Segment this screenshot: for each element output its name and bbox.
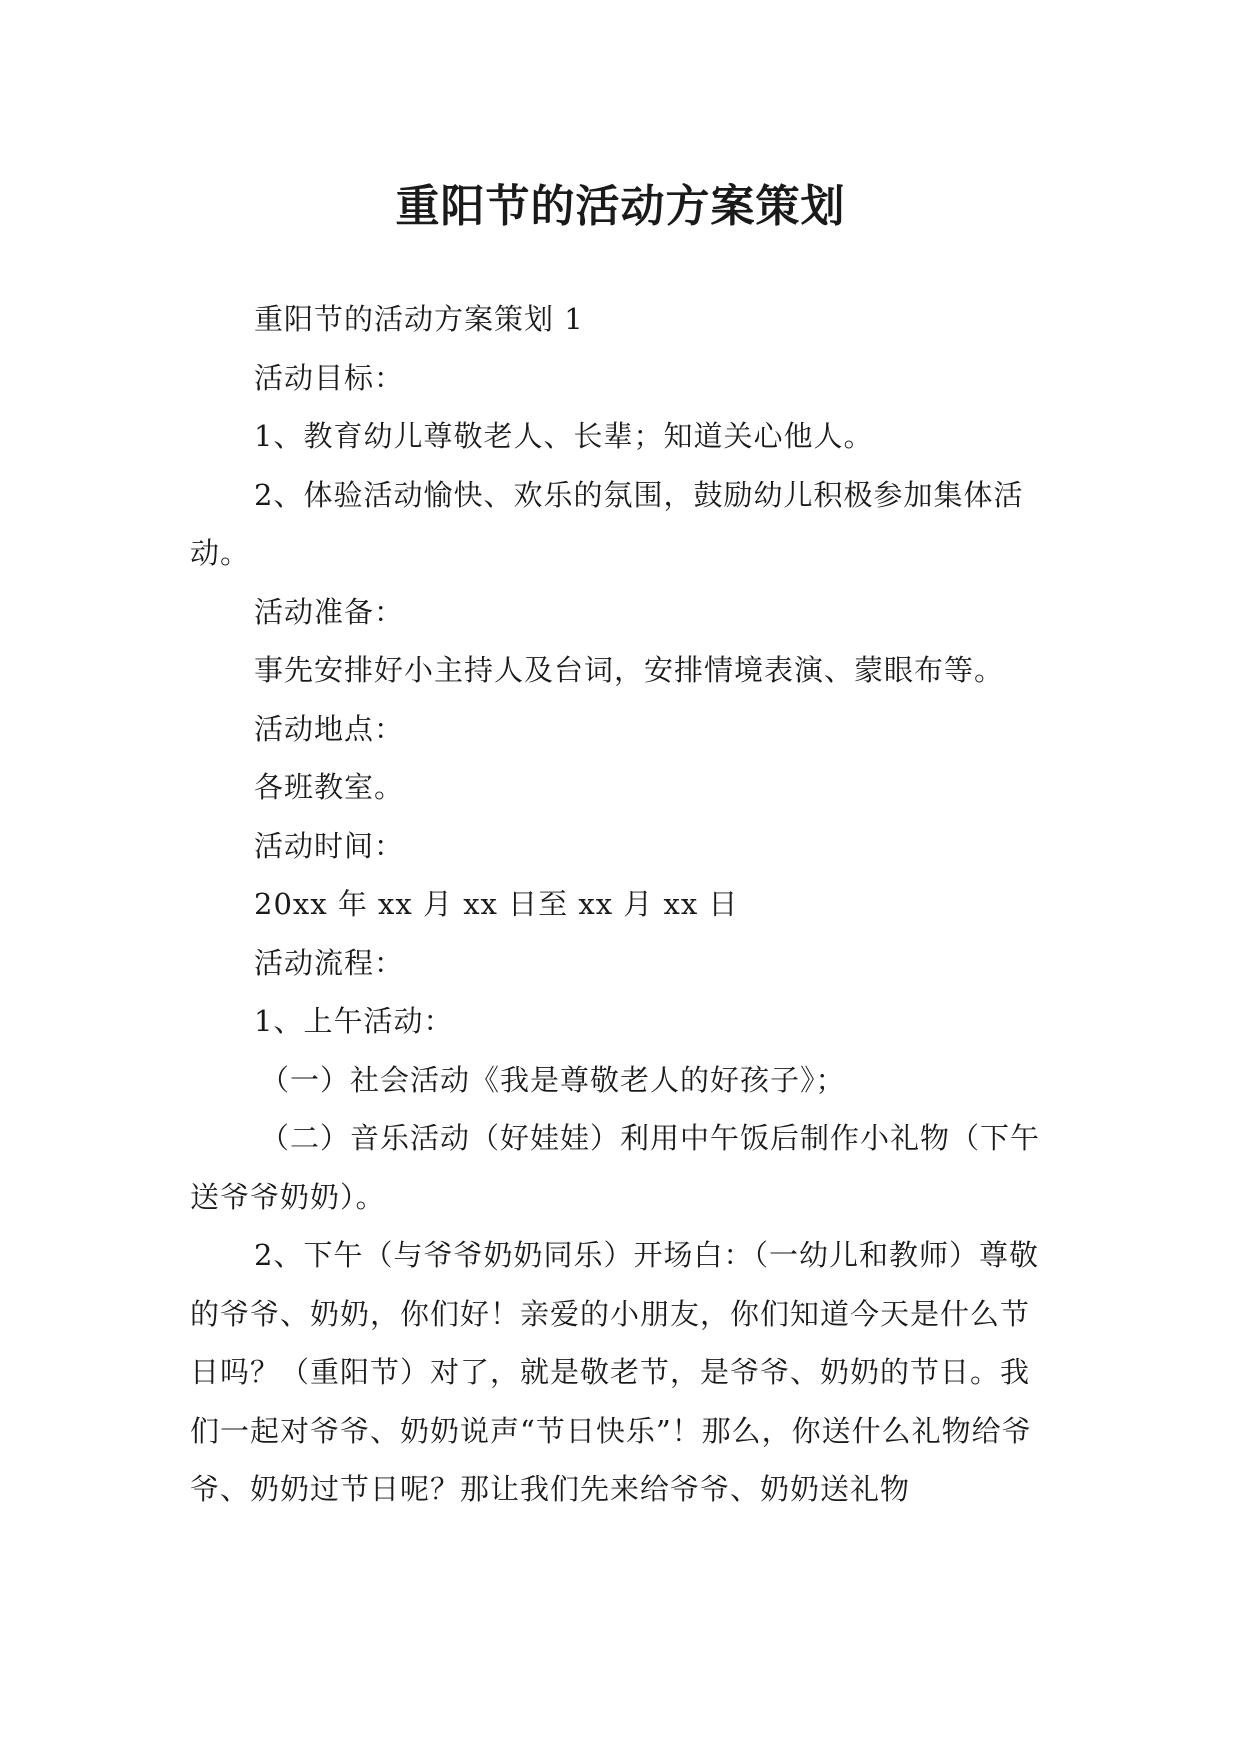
paragraph-morning-2: （二）音乐活动（好娃娃）利用中午饭后制作小礼物（下午送爷爷奶奶）。 bbox=[190, 1121, 1041, 1214]
paragraph-process-label: 活动流程： bbox=[254, 945, 405, 980]
paragraph-location-label: 活动地点： bbox=[254, 711, 405, 746]
paragraph-afternoon: 2、下午（与爷爷奶奶同乐）开场白：（一幼儿和教师）尊敬的爷爷、奶奶，你们好！亲爱的小朋友，你们知道今天是什么节日吗？（重阳节）对了，就是敬老节，是爷爷、奶奶的节日。我们一起对爷爷、奶奶说声“节日快乐”！那么，你送什么礼物给爷爷、奶奶过节日呢？那让我们先来给爷爷、奶奶送礼物 bbox=[190, 1238, 1039, 1506]
paragraph-preparation: 事先安排好小主持人及台词，安排情境表演、蒙眼布等。 bbox=[254, 653, 1005, 687]
paragraph-time-label: 活动时间： bbox=[254, 828, 405, 863]
paragraph-morning-label: 1、上午活动： bbox=[254, 1004, 454, 1038]
paragraph-location: 各班教室。 bbox=[254, 770, 405, 804]
section-heading: 重阳节的活动方案策划 1 bbox=[254, 302, 584, 336]
document-title: 重阳节的活动方案策划 bbox=[395, 181, 846, 233]
paragraph-morning-1: （一）社会活动《我是尊敬老人的好孩子》； bbox=[260, 1062, 846, 1097]
paragraph-goal-2: 2、体验活动愉快、欢乐的氛围，鼓励幼儿积极参加集体活动。 bbox=[190, 477, 1024, 570]
paragraph-goal-1: 1、教育幼儿尊敬老人、长辈；知道关心他人。 bbox=[254, 419, 874, 453]
document-body bbox=[190, 290, 1050, 1519]
paragraph-goal-label: 活动目标： bbox=[254, 360, 405, 395]
paragraph-time: 20xx 年 xx 月 xx 日至 xx 月 xx 日 bbox=[254, 887, 739, 921]
paragraph-preparation-label: 活动准备： bbox=[254, 594, 405, 629]
